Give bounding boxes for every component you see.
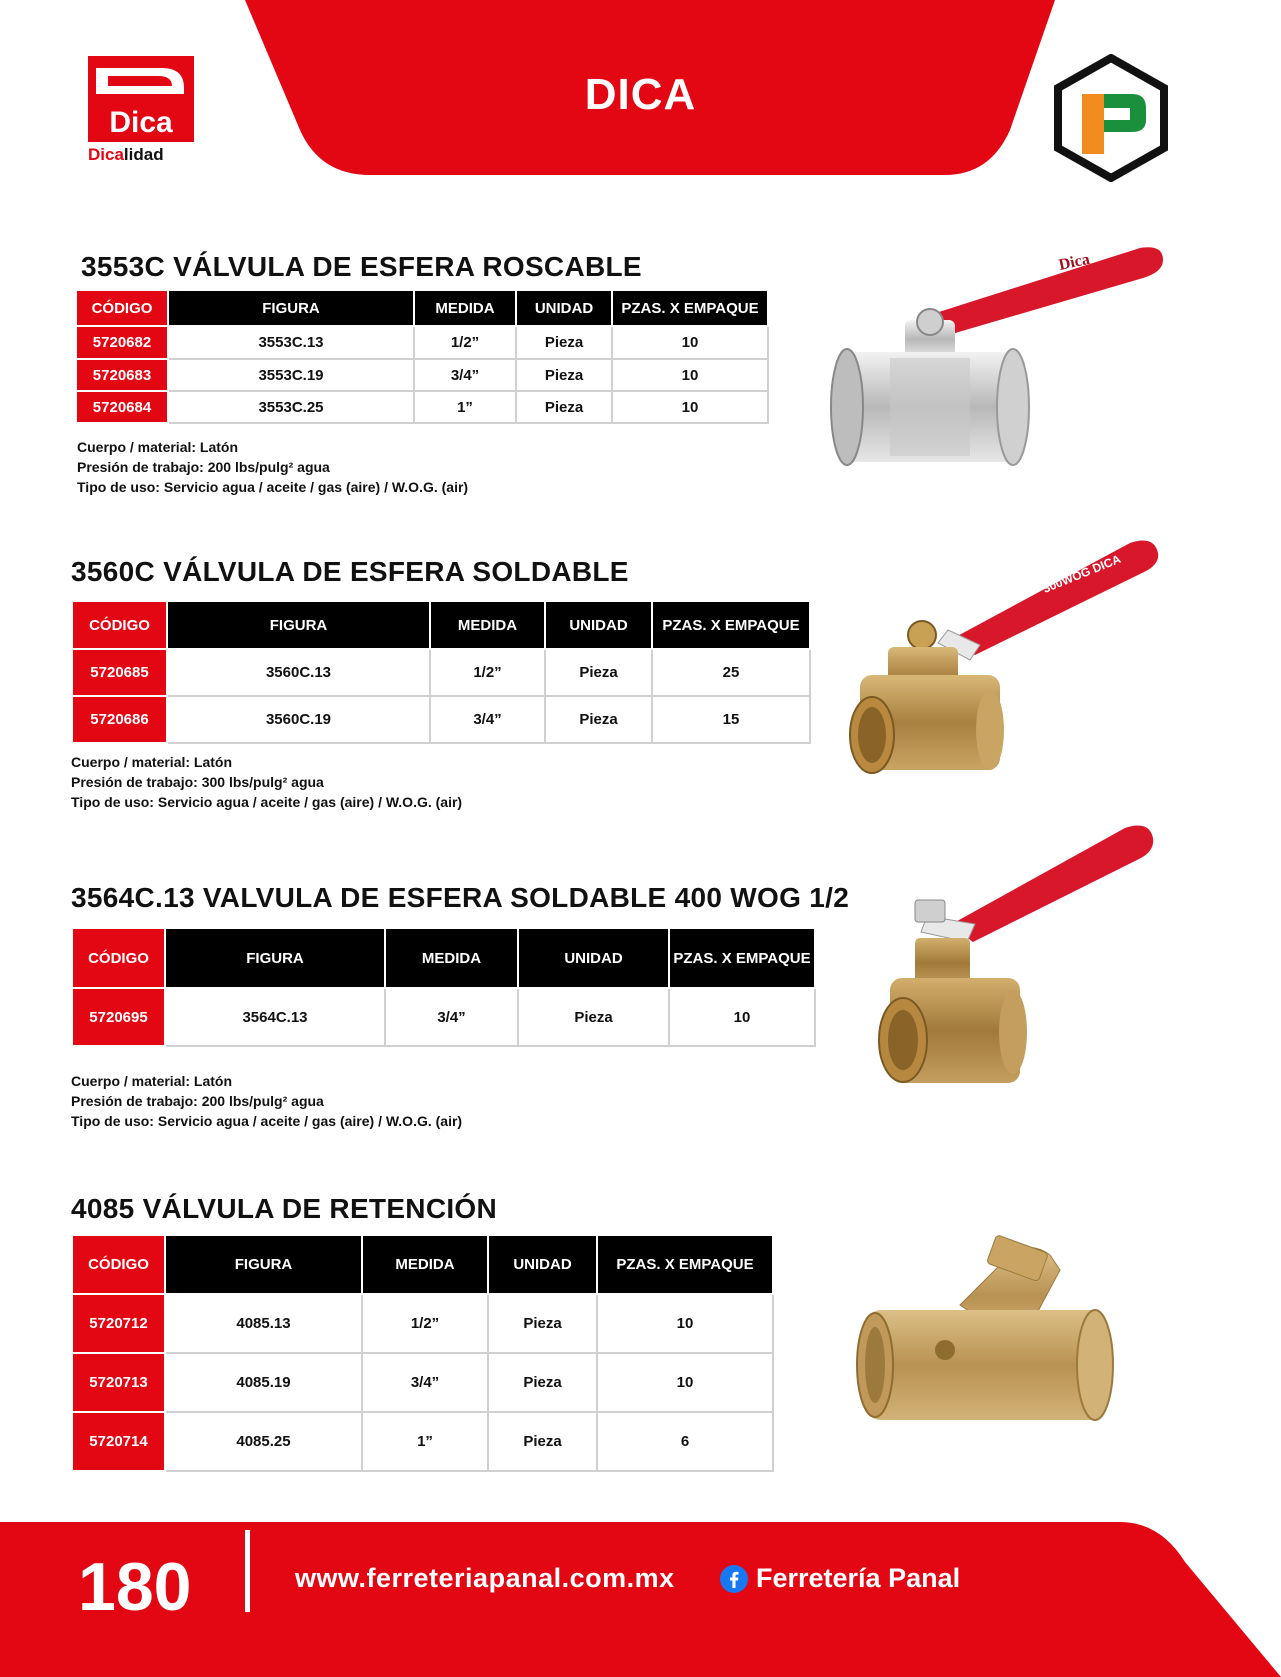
spec-usage: Tipo de uso: Servicio agua / aceite / gas (aire) / W.O.G. (air) bbox=[71, 1113, 463, 1129]
product-specs bbox=[71, 1071, 462, 1131]
product-unit: Pieza bbox=[488, 1412, 597, 1471]
column-header-figura: FIGURA bbox=[165, 928, 385, 988]
table-row bbox=[72, 1353, 773, 1412]
column-header-pzas: PZAS. X EMPAQUE bbox=[652, 601, 810, 649]
product-size: 3/4” bbox=[362, 1353, 488, 1412]
product-size: 1/2” bbox=[414, 326, 516, 359]
product-size: 1/2” bbox=[430, 649, 545, 696]
column-header-pzas: PZAS. X EMPAQUE bbox=[597, 1235, 773, 1294]
ferreteria-panal-logo bbox=[1052, 54, 1170, 182]
table-row bbox=[72, 696, 810, 743]
threaded-ball-valve-image bbox=[825, 240, 1170, 475]
spec-usage: Tipo de uso: Servicio agua / aceite / gas (aire) / W.O.G. (air) bbox=[77, 479, 469, 495]
product-qty: 10 bbox=[669, 988, 815, 1046]
table-row bbox=[72, 1294, 773, 1353]
product-unit: Pieza bbox=[516, 391, 612, 423]
product-unit: Pieza bbox=[488, 1294, 597, 1353]
product-table-3560c bbox=[71, 600, 811, 744]
product-specs bbox=[71, 752, 462, 812]
product-unit: Pieza bbox=[545, 696, 652, 743]
product-code: 5720713 bbox=[72, 1353, 165, 1412]
solder-ball-valve-400wog-image bbox=[855, 820, 1155, 1110]
product-code: 5720686 bbox=[72, 696, 167, 743]
column-header-figura: FIGURA bbox=[165, 1235, 362, 1294]
check-valve-image bbox=[845, 1235, 1145, 1450]
product-qty: 10 bbox=[612, 359, 768, 391]
product-figure: 3553C.25 bbox=[168, 391, 414, 423]
product-unit: Pieza bbox=[545, 649, 652, 696]
column-header-codigo: CÓDIGO bbox=[72, 1235, 165, 1294]
spec-pressure: Presión de trabajo: 300 lbs/pulg² agua bbox=[71, 774, 324, 790]
product-figure: 3553C.19 bbox=[168, 359, 414, 391]
product-code: 5720682 bbox=[76, 326, 168, 359]
footer-divider bbox=[245, 1530, 250, 1612]
facebook-link[interactable]: Ferretería Panal bbox=[756, 1563, 961, 1593]
product-size: 1” bbox=[414, 391, 516, 423]
product-qty: 10 bbox=[597, 1294, 773, 1353]
product-size: 1/2” bbox=[362, 1294, 488, 1353]
column-header-unidad: UNIDAD bbox=[516, 290, 612, 326]
product-unit: Pieza bbox=[516, 359, 612, 391]
column-header-unidad: UNIDAD bbox=[545, 601, 652, 649]
product-code: 5720712 bbox=[72, 1294, 165, 1353]
product-size: 3/4” bbox=[430, 696, 545, 743]
page-number: 180 bbox=[78, 1549, 192, 1625]
table-row bbox=[76, 391, 768, 423]
table-header-row bbox=[72, 928, 815, 988]
table-header-row bbox=[72, 1235, 773, 1294]
product-figure: 3564C.13 bbox=[165, 988, 385, 1046]
column-header-unidad: UNIDAD bbox=[488, 1235, 597, 1294]
svg-text:Dica: Dica bbox=[1057, 250, 1092, 274]
column-header-codigo: CÓDIGO bbox=[72, 928, 165, 988]
product-table-3553c bbox=[75, 289, 769, 424]
spec-usage: Tipo de uso: Servicio agua / aceite / gas (aire) / W.O.G. (air) bbox=[71, 794, 463, 810]
page-title: DICA bbox=[584, 70, 697, 119]
product-figure: 4085.19 bbox=[165, 1353, 362, 1412]
product-qty: 10 bbox=[612, 391, 768, 423]
column-header-codigo: CÓDIGO bbox=[76, 290, 168, 326]
product-code: 5720683 bbox=[76, 359, 168, 391]
svg-text:Dicalidad: Dicalidad bbox=[88, 145, 164, 164]
product-code: 5720714 bbox=[72, 1412, 165, 1471]
column-header-medida: MEDIDA bbox=[385, 928, 518, 988]
product-size: 1” bbox=[362, 1412, 488, 1471]
svg-text:300WOG DICA: 300WOG DICA bbox=[1040, 551, 1123, 596]
table-row bbox=[76, 359, 768, 391]
section-title-3553c: 3553C VÁLVULA DE ESFERA ROSCABLE bbox=[81, 251, 642, 282]
product-code: 5720685 bbox=[72, 649, 167, 696]
product-unit: Pieza bbox=[516, 326, 612, 359]
facebook-icon[interactable] bbox=[720, 1565, 748, 1593]
table-row bbox=[72, 988, 815, 1046]
product-size: 3/4” bbox=[385, 988, 518, 1046]
product-qty: 6 bbox=[597, 1412, 773, 1471]
product-figure: 3560C.19 bbox=[167, 696, 430, 743]
spec-pressure: Presión de trabajo: 200 lbs/pulg² agua bbox=[71, 1093, 324, 1109]
product-table-3564c bbox=[71, 927, 816, 1047]
spec-material: Cuerpo / material: Latón bbox=[71, 754, 233, 770]
product-unit: Pieza bbox=[488, 1353, 597, 1412]
table-row bbox=[76, 326, 768, 359]
product-unit: Pieza bbox=[518, 988, 669, 1046]
column-header-pzas: PZAS. X EMPAQUE bbox=[612, 290, 768, 326]
section-title-3564c: 3564C.13 VALVULA DE ESFERA SOLDABLE 400 WOG 1/2 bbox=[71, 882, 850, 913]
column-header-unidad: UNIDAD bbox=[518, 928, 669, 988]
product-figure: 4085.25 bbox=[165, 1412, 362, 1471]
column-header-codigo: CÓDIGO bbox=[72, 601, 167, 649]
spec-material: Cuerpo / material: Latón bbox=[71, 1073, 233, 1089]
product-qty: 15 bbox=[652, 696, 810, 743]
column-header-figura: FIGURA bbox=[167, 601, 430, 649]
dica-logo bbox=[86, 54, 196, 164]
table-row bbox=[72, 1412, 773, 1471]
solder-ball-valve-image bbox=[830, 535, 1160, 795]
website-link[interactable]: www.ferreteriapanal.com.mx bbox=[295, 1563, 675, 1593]
spec-material: Cuerpo / material: Latón bbox=[77, 439, 239, 455]
table-header-row bbox=[76, 290, 768, 326]
svg-text:Dica: Dica bbox=[109, 106, 173, 139]
product-figure: 3553C.13 bbox=[168, 326, 414, 359]
section-title-4085: 4085 VÁLVULA DE RETENCIÓN bbox=[71, 1193, 498, 1224]
column-header-medida: MEDIDA bbox=[362, 1235, 488, 1294]
footer-banner bbox=[0, 1522, 1281, 1677]
product-size: 3/4” bbox=[414, 359, 516, 391]
table-header-row bbox=[72, 601, 810, 649]
product-figure: 4085.13 bbox=[165, 1294, 362, 1353]
column-header-medida: MEDIDA bbox=[414, 290, 516, 326]
product-code: 5720684 bbox=[76, 391, 168, 423]
product-qty: 10 bbox=[597, 1353, 773, 1412]
column-header-medida: MEDIDA bbox=[430, 601, 545, 649]
product-code: 5720695 bbox=[72, 988, 165, 1046]
product-qty: 10 bbox=[612, 326, 768, 359]
product-qty: 25 bbox=[652, 649, 810, 696]
table-row bbox=[72, 649, 810, 696]
section-title-3560c: 3560C VÁLVULA DE ESFERA SOLDABLE bbox=[71, 556, 629, 587]
spec-pressure: Presión de trabajo: 200 lbs/pulg² agua bbox=[77, 459, 330, 475]
product-table-4085 bbox=[71, 1234, 774, 1472]
column-header-figura: FIGURA bbox=[168, 290, 414, 326]
column-header-pzas: PZAS. X EMPAQUE bbox=[669, 928, 815, 988]
product-figure: 3560C.13 bbox=[167, 649, 430, 696]
product-specs bbox=[77, 437, 468, 497]
